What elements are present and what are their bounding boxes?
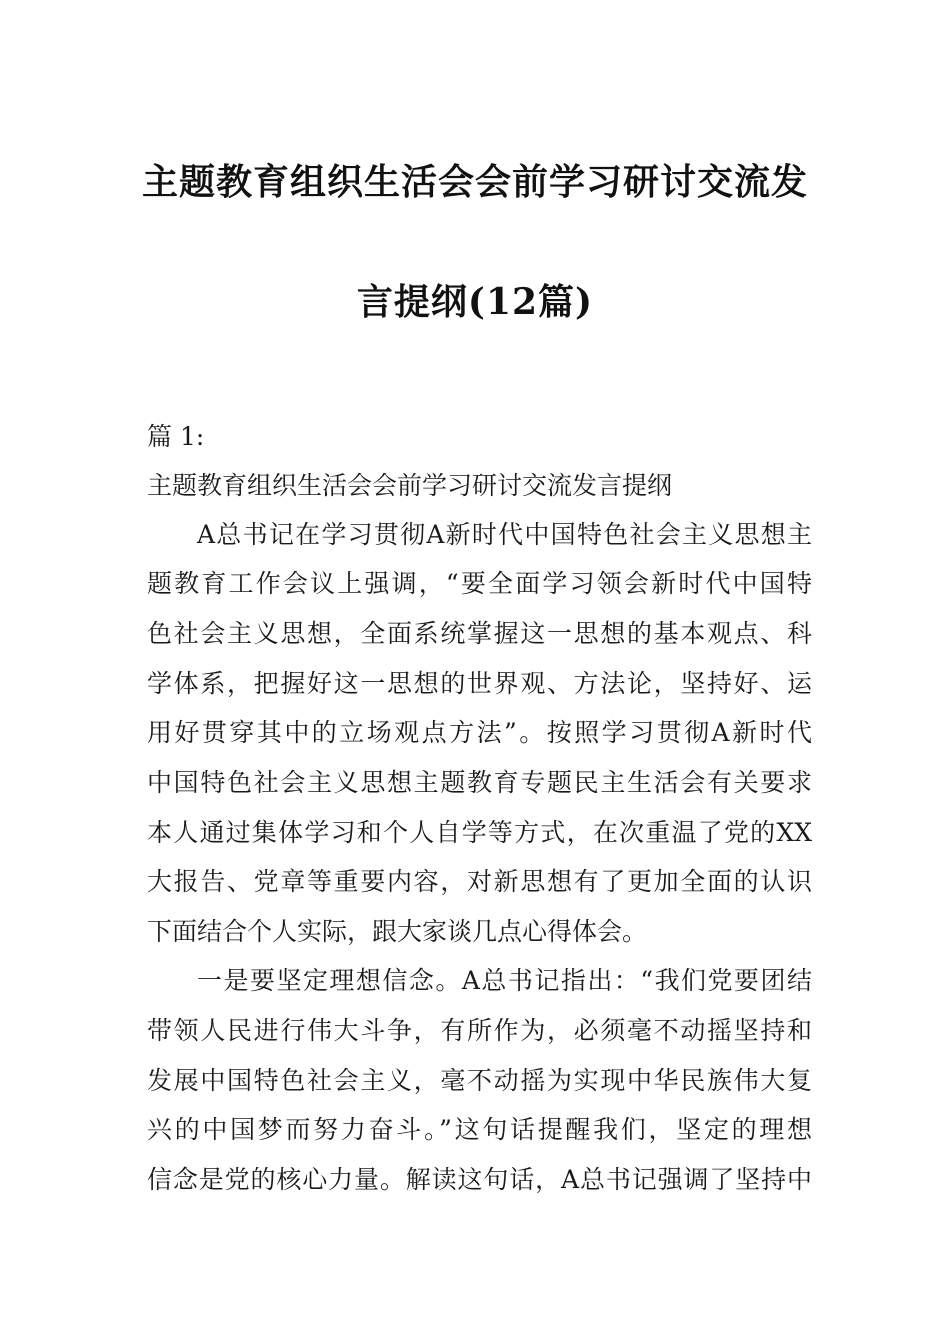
section-subtitle: 主题教育组织生活会会前学习研讨交流发言提纲 [147, 471, 673, 500]
paragraph-1-line: 学体系，把握好这一思想的世界观、方法论，坚持好、运 [147, 669, 812, 698]
paragraph-1-line: 本人通过集体学习和个人自学等方式，在次重温了党的XX [147, 818, 812, 847]
paragraph-1-line: 题教育工作会议上强调，“要全面学习领会新时代中国特 [147, 569, 812, 598]
paragraph-2-line: 发展中国特色社会主义，毫不动摇为实现中华民族伟大复 [147, 1066, 812, 1095]
paragraph-1-line: 下面结合个人实际，跟大家谈几点心得体会。 [147, 917, 648, 946]
document-title-line-1: 主题教育组织生活会会前学习研讨交流发 [141, 161, 808, 203]
paragraph-1-line: 用好贯穿其中的立场观点方法”。按照学习贯彻A新时代 [147, 718, 812, 747]
paragraph-2-line: 一是要坚定理想信念。A总书记指出：“我们党要团结 [197, 966, 812, 995]
paragraph-2-line: 信念是党的核心力量。解读这句话，A总书记强调了坚持中 [147, 1165, 812, 1194]
paragraph-1-line: A总书记在学习贯彻A新时代中国特色社会主义思想主 [197, 520, 812, 549]
document-title-line-2: 言提纲(12篇) [356, 281, 594, 323]
paragraph-1-line: 中国特色社会主义思想主题教育专题民主生活会有关要求 [147, 768, 812, 797]
paragraph-2-line: 兴的中国梦而努力奋斗。”这句话提醒我们，坚定的理想 [147, 1115, 812, 1144]
paragraph-1-line: 色社会主义思想，全面系统掌握这一思想的基本观点、科 [147, 619, 812, 648]
paragraph-1-line: 大报告、党章等重要内容，对新思想有了更加全面的认识 [147, 867, 812, 896]
paragraph-2-line: 带领人民进行伟大斗争，有所作为，必须毫不动摇坚持和 [147, 1016, 812, 1045]
section-label: 篇 1: [147, 422, 205, 451]
